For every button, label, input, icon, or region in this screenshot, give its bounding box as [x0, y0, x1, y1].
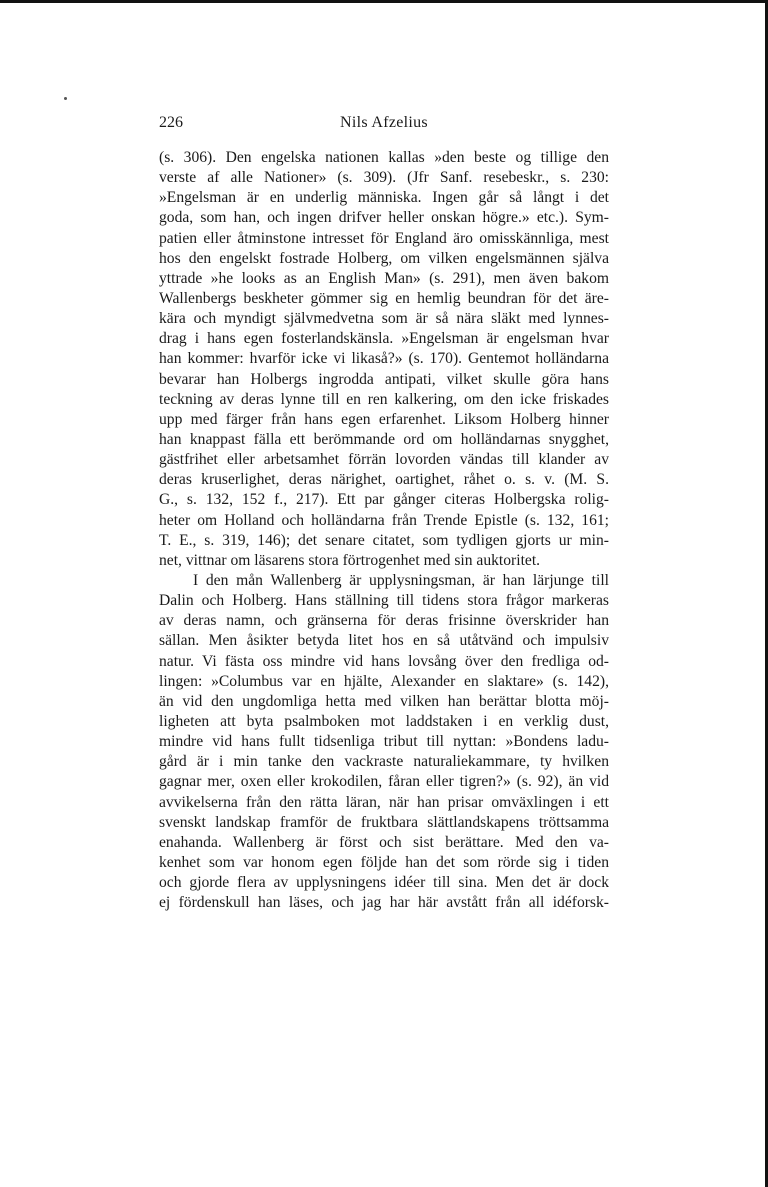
text-line: goda, som han, och ingen drifver heller onskan högre.» etc.). Sym-: [159, 209, 609, 227]
text-line: gagnar mer, oxen eller krokodilen, fåran eller tigren?» (s. 92), än vid: [159, 773, 609, 791]
text-line: G., s. 132, 152 f., 217). Ett par gånger citeras Holbergska rolig-: [159, 491, 609, 509]
text-line: ligheten att byta psalmboken mot laddstaken i en verklig dust,: [159, 712, 609, 730]
page-header: [159, 114, 609, 136]
scan-speck: [64, 97, 67, 100]
text-line: bevarar han Holbergs ingrodda antipati, vilket skulle göra hans: [159, 370, 609, 388]
scan-border-top: [0, 0, 768, 3]
paragraph-end-line: net, vittnar om läsarens stora förtrogenhet med sin auktoritet.: [159, 551, 541, 569]
text-line: av deras namn, och gränserna för deras frisinne överskrider han: [159, 612, 609, 630]
text-line: sällan. Men åsikter betyda litet hos en så utåtvänd och impulsiv: [159, 632, 609, 650]
text-line: kära och myndigt självmedvetna som är så nära släkt med lynnes-: [159, 310, 609, 328]
text-line: gård är i min tanke den vackraste naturaliekammare, ty hvilken: [159, 753, 609, 771]
text-line: han knappast fälla ett berömmande ord om holländarnas snygghet,: [159, 430, 609, 448]
text-line: lingen: »Columbus var en hjälte, Alexander en slaktare» (s. 142),: [159, 672, 609, 690]
text-line: han kommer: hvarför icke vi likaså?» (s. 170). Gentemot holländarna: [159, 350, 609, 368]
text-line: svenskt landskap framför de fruktbara slättlandskapens tröttsamma: [159, 813, 609, 831]
text-line: patien eller åtminstone intresset för England äro omisskännliga, mest: [159, 229, 609, 247]
text-line: natur. Vi fästa oss mindre vid hans lovsång över den fredliga od-: [159, 652, 609, 670]
text-line: ej fördenskull han läses, och jag har här avstått från all idéforsk-: [159, 894, 609, 912]
text-line: verste af alle Nationer» (s. 309). (Jfr Sanf. resebeskr., s. 230:: [159, 169, 609, 187]
text-line: Wallenbergs beskheter gömmer sig en hemlig beundran för det äre-: [159, 289, 609, 307]
running-head: Nils Afzelius: [340, 114, 428, 131]
text-line: gästfrihet eller arbetsamhet förrän lovorden vändas till klander av: [159, 451, 609, 469]
page-number: 226: [159, 114, 183, 131]
text-line: Dalin och Holberg. Hans ställning till tidens stora frågor markeras: [159, 592, 609, 610]
paragraph-start-line: I den mån Wallenberg är upplysningsman, är han lärjunge till: [193, 571, 609, 589]
text-line: teckning av deras lynne till en ren kalkering, om den icke friskades: [159, 390, 609, 408]
text-line: T. E., s. 319, 146); det senare citatet, som tydligen gjorts ur min-: [159, 531, 609, 549]
text-line: kenhet som var honom egen följde han det som rörde sig i tiden: [159, 853, 609, 871]
text-line: yttrade »he looks as an English Man» (s. 291), men även bakom: [159, 269, 609, 287]
text-line: hos den engelskt fostrade Holberg, om vilken engelsmännen själva: [159, 249, 609, 267]
text-line: heter om Holland och holländarna från Trende Epistle (s. 132, 161;: [159, 511, 609, 529]
body-text: [159, 148, 609, 913]
text-line: »Engelsman är en underlig människa. Ingen går så långt i det: [159, 189, 609, 207]
text-line: (s. 306). Den engelska nationen kallas »den beste og tillige den: [159, 149, 609, 166]
text-line: drag i hans egen fosterlandskänsla. »Engelsman är engelsman hvar: [159, 330, 609, 348]
text-line: enahanda. Wallenberg är först och sist berättare. Med den va-: [159, 833, 609, 851]
text-line: mindre vid hans fullt tidsenliga tribut till nyttan: »Bondens ladu-: [159, 733, 609, 751]
text-line: deras kruserlighet, deras närighet, oartighet, råhet o. s. v. (M. S.: [159, 471, 609, 489]
text-line: upp med färger från hans egen erfarenhet. Liksom Holberg hinner: [159, 410, 609, 428]
text-line: än vid den ungdomliga hetta med vilken han berättar blotta möj-: [159, 692, 609, 710]
text-line: och gjorde flera av upplysningens idéer till sina. Men det är dock: [159, 874, 609, 892]
text-line: avvikelserna från den rätta läran, när han prisar omväxlingen i ett: [159, 793, 609, 811]
